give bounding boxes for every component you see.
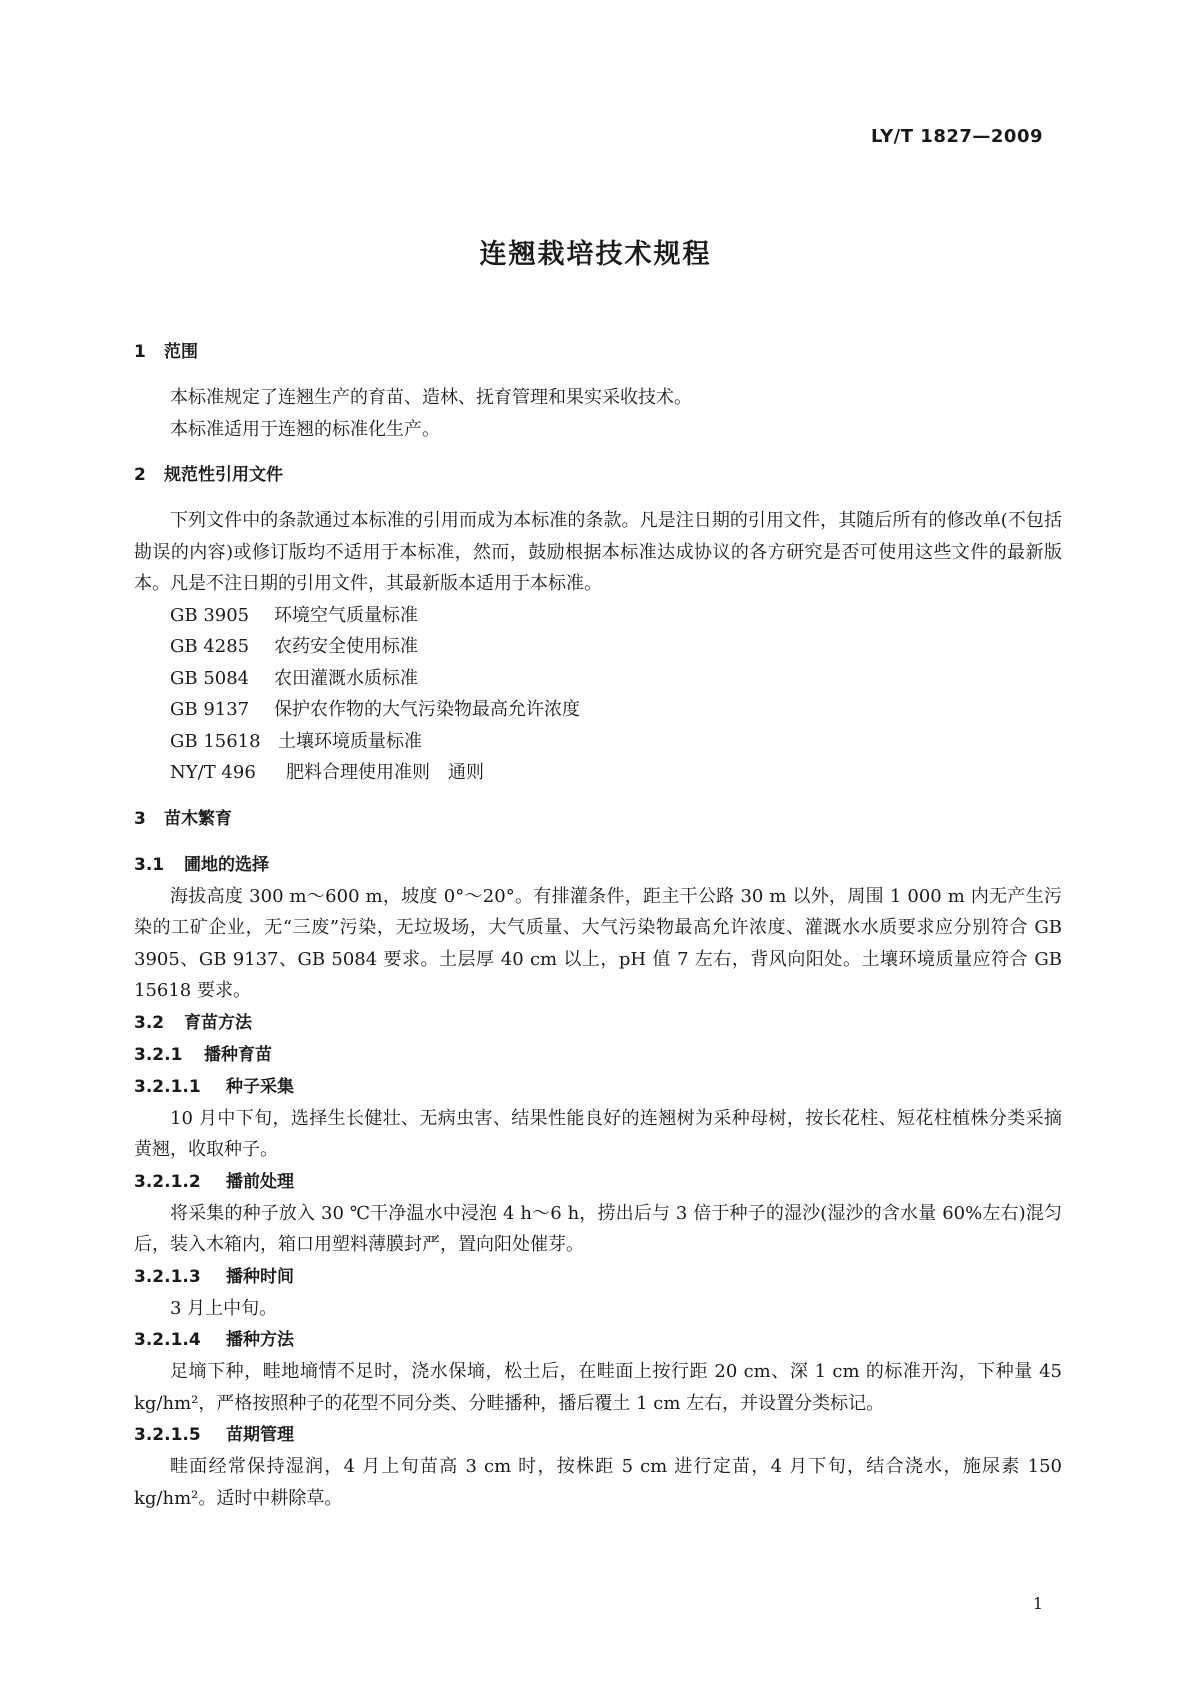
section-title: 规范性引用文件: [164, 465, 283, 485]
section-heading-2: [134, 459, 1062, 491]
section-title: 圃地的选择: [184, 854, 269, 875]
subsection-heading: [134, 1419, 1062, 1451]
reference-code: GB 15618: [170, 730, 261, 752]
reference-title: 土壤环境质量标准: [278, 730, 422, 752]
document-title: 连翘栽培技术规程: [479, 239, 712, 270]
section-title: 苗期管理: [226, 1425, 294, 1445]
paragraph: 将采集的种子放入 30 ℃干净温水中浸泡 4 h～6 h，捞出后与 3 倍于种子的湿沙(湿沙的含水量 60%左右)混匀后，装入木箱内，箱口用塑料薄膜封严，置向阳处催芽。: [134, 1202, 1062, 1255]
section-number: 3.2.1.3: [134, 1266, 201, 1287]
reference-item: [134, 694, 1062, 726]
paragraph: 足墒下种，畦地墒情不足时，浇水保墒，松土后，在畦面上按行距 20 cm、深 1 cm 的标准开沟，下种量 45 kg/hm²，严格按照种子的花型不同分类、分畦播种，播后覆土 1 cm 左右，并设置分类标记。: [134, 1361, 1062, 1414]
section-title: 育苗方法: [184, 1012, 252, 1033]
subsection-heading: [134, 1007, 1062, 1039]
section-title: 种子采集: [226, 1076, 294, 1097]
section-number: 3.2.1.2: [134, 1171, 201, 1192]
section-number: 2: [134, 465, 146, 485]
section-number: 3.2.1.5: [134, 1425, 201, 1445]
page-number: 1: [1032, 1594, 1043, 1613]
paragraph: 下列文件中的条款通过本标准的引用而成为本标准的条款。凡是注日期的引用文件，其随后所有的修改单(不包括勘误的内容)或修订版均不适用于本标准，然而，鼓励根据本标准达成协议的各方研究是否可使用这些文件的最新版本。凡是不注日期的引用文件，其最新版本适用于本标准。: [134, 510, 1062, 594]
reference-item: [134, 726, 1062, 758]
subsection-heading: [134, 1324, 1062, 1356]
reference-title: 环境空气质量标准: [274, 604, 418, 626]
section-title: 播种方法: [226, 1330, 294, 1350]
reference-item: [134, 757, 1062, 789]
section-number: 3: [134, 808, 146, 829]
section-number: 3.2.1.4: [134, 1330, 201, 1350]
reference-title: 保护农作物的大气污染物最高允许浓度: [274, 699, 580, 720]
paragraph: 本标准适用于连翘的标准化生产。: [170, 418, 440, 440]
section-title: 播种时间: [226, 1266, 294, 1287]
section-number: 3.1: [134, 854, 165, 875]
reference-title: 农药安全使用标准: [274, 636, 418, 657]
subsection-heading: [134, 1261, 1062, 1293]
paragraph: 10 月中下旬，选择生长健壮、无病虫害、结果性能良好的连翘树为采种母树，按长花柱、短花柱植株分类采摘黄翘，收取种子。: [134, 1107, 1062, 1160]
section-number: 1: [134, 342, 146, 362]
reference-code: GB 4285: [170, 636, 250, 657]
subsection-heading: [134, 1071, 1062, 1103]
reference-code: GB 9137: [170, 699, 250, 720]
subsection-heading: [134, 1039, 1062, 1071]
section-heading-3: [134, 803, 1062, 835]
section-number: 3.2: [134, 1012, 165, 1033]
reference-item: [134, 631, 1062, 663]
section-number: 3.2.1.1: [134, 1076, 201, 1097]
paragraph: 3 月上中旬。: [170, 1297, 278, 1319]
reference-title: 农田灌溉水质标准: [274, 667, 418, 689]
paragraph: 海拔高度 300 m～600 m，坡度 0°～20°。有排灌条件，距主干公路 30 m 以外，周围 1 000 m 内无产生污染的工矿企业，无“三废”污染，无垃圾场，大气质量、大气污染物最高允许浓度、灌溉水水质要求应分别符合 GB 3905、GB 9137、GB 5084 要求。土层厚 40 cm 以上，pH 值 7 左右，背风向阳处。土壤环境质量应符合 GB 15618 要求。: [134, 885, 1062, 1001]
reference-code: NY/T 496: [170, 762, 256, 783]
standard-code: LY/T 1827—2009: [870, 126, 1043, 147]
section-title: 苗木繁育: [164, 808, 232, 829]
reference-code: GB 5084: [170, 667, 250, 689]
document-body: [134, 336, 1062, 1514]
section-number: 3.2.1: [134, 1044, 183, 1065]
reference-title: 肥料合理使用准则 通则: [286, 762, 484, 783]
reference-item: [134, 600, 1062, 632]
reference-item: [134, 663, 1062, 695]
paragraph: 本标准规定了连翘生产的育苗、造林、抚育管理和果实采收技术。: [170, 387, 692, 408]
section-heading-1: [134, 336, 1062, 368]
subsection-heading: [134, 1166, 1062, 1198]
subsection-heading: [134, 849, 1062, 881]
section-title: 播前处理: [226, 1171, 294, 1192]
section-title: 范围: [164, 342, 198, 362]
paragraph: 畦面经常保持湿润，4 月上旬苗高 3 cm 时，按株距 5 cm 进行定苗，4 月下旬，结合浇水，施尿素 150 kg/hm²。适时中耕除草。: [134, 1456, 1062, 1509]
section-title: 播种育苗: [204, 1044, 272, 1065]
reference-code: GB 3905: [170, 604, 250, 626]
